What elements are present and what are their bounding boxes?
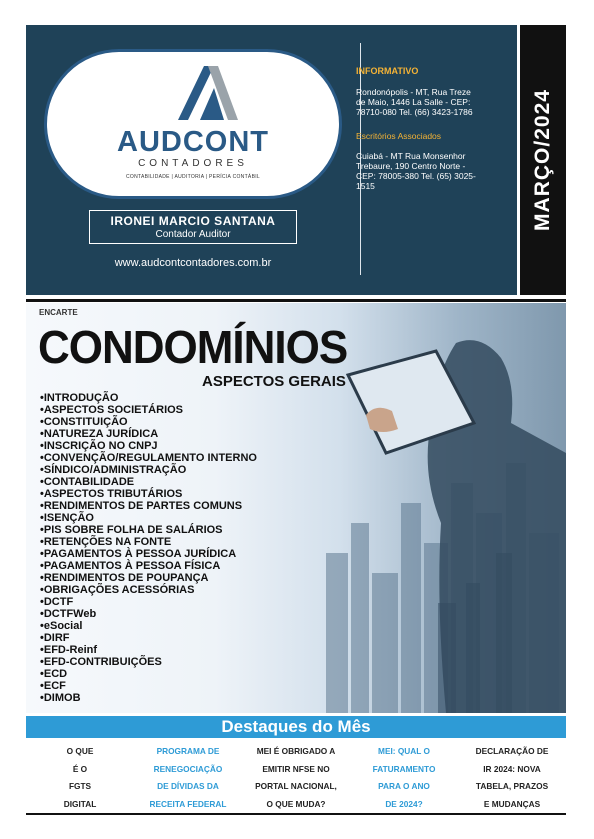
topic-item: • ASPECTOS TRIBUTÁRIOS (40, 488, 257, 500)
topic-item: • PIS SOBRE FOLHA DE SALÁRIOS (40, 524, 257, 536)
topic-item: • DCTFWeb (40, 608, 257, 620)
footer-rule (26, 813, 566, 815)
logo-mountain-icon (174, 64, 240, 122)
topic-list (40, 392, 257, 704)
highlight-mei-faturamento[interactable] (350, 743, 458, 811)
highlight-line: PORTAL NACIONAL, (255, 781, 337, 791)
highlight-renegociacao[interactable] (134, 743, 242, 811)
highlights-row (26, 743, 566, 811)
highlight-line: O QUE MUDA? (266, 798, 326, 809)
highlight-line: PARA O ANO (378, 781, 430, 791)
logo-tagline: CONTABILIDADE | AUDITORIA | PERÍCIA CONTÁBIL (126, 174, 260, 180)
highlight-line: DECLARAÇÃO DE (475, 746, 549, 756)
highlight-line: O QUE (66, 746, 94, 756)
topic-item: • RENDIMENTOS DE POUPANÇA (40, 572, 257, 584)
topic-item: • RENDIMENTOS DE PARTES COMUNS (40, 500, 257, 512)
topic-item: • INTRODUÇÃO (40, 392, 257, 404)
highlight-line: MEI: QUAL O (378, 746, 430, 756)
office-address-2: Cuiabá - MT Rua Monsenhor Trebaure, 190 Centro Norte - CEP: 78005-380 Tel. (65) 3025-1515 (356, 151, 476, 191)
person-name: IRONEI MARCIO SANTANA (110, 214, 276, 228)
header-rule (26, 299, 566, 302)
highlight-line: PROGRAMA DE (156, 746, 220, 756)
name-box (89, 210, 297, 244)
highlight-mei-nfse[interactable] (242, 743, 350, 811)
logo-sub: CONTADORES (138, 158, 248, 169)
topic-item: • DIMOB (40, 692, 257, 704)
topic-item: • SÍNDICO/ADMINISTRAÇÃO (40, 464, 257, 476)
topic-item: • ECD (40, 668, 257, 680)
associates-label: Escritórios Associados (356, 131, 442, 141)
topic-item: • RETENÇÕES NA FONTE (40, 536, 257, 548)
highlight-line: E MUDANÇAS (483, 798, 541, 809)
highlight-line: DE 2024? (385, 798, 423, 809)
highlight-line: FATURAMENTO (372, 763, 436, 774)
office-address-1: Rondonópolis - MT, Rua Treze de Maio, 1446 La Salle - CEP: 78710-080 Tel. (66) 3423-1786 (356, 87, 473, 117)
encarte-label: ENCARTE (39, 308, 78, 317)
topic-item: • INSCRIÇÃO NO CNPJ (40, 440, 257, 452)
topic-item: • OBRIGAÇÕES ACESSÓRIAS (40, 584, 257, 596)
topic-item: • DIRF (40, 632, 257, 644)
topic-item: • PAGAMENTOS À PESSOA FÍSICA (40, 560, 257, 572)
cover-subtitle: ASPECTOS GERAIS (202, 373, 346, 390)
highlight-line: DIGITAL (63, 798, 97, 809)
highlight-line: DE DÍVIDAS DA (157, 781, 219, 791)
topic-item: • eSocial (40, 620, 257, 632)
highlights-banner: Destaques do Mês (26, 716, 566, 738)
highlight-line: TABELA, PRAZOS (475, 781, 549, 791)
topic-item: • EFD-CONTRIBUIÇÕES (40, 656, 257, 668)
highlight-line: RECEITA FEDERAL (149, 798, 227, 809)
logo-name: AUDCONT (117, 126, 269, 158)
highlight-line: EMITIR NFSE NO (262, 763, 330, 774)
cover-title: CONDOMÍNIOS (38, 322, 348, 374)
topic-item: • EFD-Reinf (40, 644, 257, 656)
topic-item: • DCTF (40, 596, 257, 608)
issue-date: MARÇO/2024 (531, 89, 554, 231)
highlight-line: IR 2024: NOVA (483, 763, 541, 774)
topic-item: • PAGAMENTOS À PESSOA JURÍDICA (40, 548, 257, 560)
topic-item: • CONSTITUIÇÃO (40, 416, 257, 428)
website-link[interactable]: www.audcontcontadores.com.br (114, 257, 272, 269)
topic-item: • ECF (40, 680, 257, 692)
topic-item: • NATUREZA JURÍDICA (40, 428, 257, 440)
highlight-line: RENEGOCIAÇÃO (153, 763, 223, 774)
topic-item: • ISENÇÃO (40, 512, 257, 524)
highlight-fgts-digital[interactable] (26, 743, 134, 811)
person-role: Contador Auditor (155, 229, 231, 240)
company-logo (44, 49, 342, 199)
info-title: INFORMATIVO (356, 66, 419, 76)
topic-item: • CONTABILIDADE (40, 476, 257, 488)
highlight-line: É O (72, 763, 88, 774)
topic-item: • ASPECTOS SOCIETÁRIOS (40, 404, 257, 416)
highlight-line: MEI É OBRIGADO A (256, 746, 336, 756)
highlight-ir-2024[interactable] (458, 743, 566, 811)
topic-item: • CONVENÇÃO/REGULAMENTO INTERNO (40, 452, 257, 464)
highlight-line: FGTS (68, 781, 92, 791)
